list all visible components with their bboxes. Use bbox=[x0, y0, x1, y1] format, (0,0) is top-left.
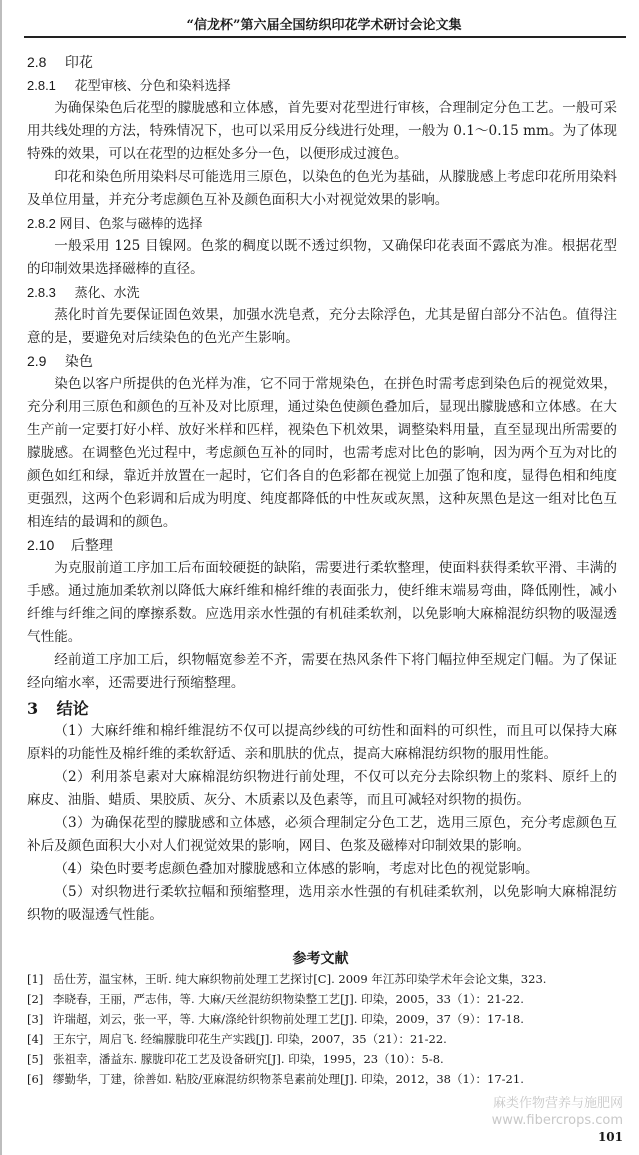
watermark-line: www.fibercrops.com bbox=[491, 1113, 623, 1128]
conclusion-item: （1）大麻纤维和棉纤维混纺不仅可以提高纱线的可纺性和面料的可织性，而且可以保持大麻原料的功能性及棉纤维的柔软舒适、亲和肌肤的优点，提高大麻棉混纺织物的服用性能。 bbox=[27, 723, 617, 762]
reference-text: 缪勤华，丁建，徐善如. 粘胶/亚麻混纺织物茶皂素前处理[J]. 印染，2012，38（1）：17-21. bbox=[53, 1072, 524, 1086]
paragraph: 蒸化时首先要保证固色效果，加强水洗皂煮，充分去除浮色，尤其是留白部分不沾色。值得注意的是，要避免对后续染色的色光产生影响。 bbox=[27, 307, 617, 346]
conclusion-item: （4）染色时要考虑颜色叠加对朦胧感和立体感的影响，考虑对比色的视觉影响。 bbox=[54, 861, 539, 877]
section-title: 花型审核、分色和染料选择 bbox=[74, 78, 231, 93]
section-title: 结论 bbox=[56, 699, 89, 718]
paragraph: 经前道工序加工后，织物幅宽参差不齐，需要在热风条件下将门幅拉伸至规定门幅。为了保证经向缩水率，还需要进行预缩整理。 bbox=[27, 652, 617, 691]
paragraph: 为确保染色后花型的朦胧感和立体感，首先要对花型进行审核，合理制定分色工艺。一般可采用共线处理的方法，特殊情况下，也可以采用反分线进行处理，一般为 0.1～0.15 mm。为了体现特殊的效果，可以在花型的边框处多分一色，以便形成过渡色。 bbox=[27, 100, 617, 162]
paragraph: 为克服前道工序加工后布面较硬挺的缺陷，需要进行柔软整理，使面料获得柔软平滑、丰满的手感。通过施加柔软剂以降低大麻纤维和棉纤维的表面张力，使纤维末端易弯曲，降低刚性，减小纤维与纤维之间的摩擦系数。应选用亲水性强的有机硅柔软剂，以免影响大麻棉混纺织物的吸湿透气性能。 bbox=[27, 560, 617, 645]
page-footer bbox=[2, 1095, 623, 1145]
reference-number: [6] bbox=[27, 1072, 44, 1086]
reference-number: [2] bbox=[27, 992, 44, 1006]
section-number: 3 bbox=[27, 699, 39, 718]
reference-text: 王东宁，周启飞. 经编朦胧印花生产实践[J]. 印染，2007，35（21）：21-22. bbox=[53, 1032, 447, 1046]
reference-text: 许瑞超，刘云，张一平，等. 大麻/涤纶针织物前处理工艺[J]. 印染，2009，37（9）：17-18. bbox=[53, 1012, 524, 1026]
page-number: 101 bbox=[597, 1130, 623, 1144]
section-number: 2.9 bbox=[27, 353, 47, 369]
paragraph: 印花和染色所用染料尽可能选用三原色，以染色的色光为基础，从朦胧感上考虑印花所用染料及单位用量，并充分考虑颜色互补及颜色面积大小对视觉效果的影响。 bbox=[27, 169, 617, 208]
reference-item bbox=[27, 989, 627, 1009]
paragraph: 一般采用 125 目镍网。色浆的稠度以既不透过织物，又确保印花表面不露底为准。根据花型的印制效果选择磁棒的直径。 bbox=[27, 238, 617, 277]
conclusion-item: （2）利用茶皂素对大麻棉混纺织物进行前处理，不仅可以充分去除织物上的浆料、原纤上的麻皮、油脂、蜡质、果胶质、灰分、木质素以及色素等，而且可减轻对织物的损伤。 bbox=[27, 769, 617, 808]
reference-text: 张祖幸，潘益东. 朦胧印花工艺及设备研究[J]. 印染，1995，23（10）：5-8. bbox=[53, 1052, 444, 1066]
section-title: 蒸化、水洗 bbox=[74, 285, 140, 300]
watermark bbox=[2, 1095, 623, 1129]
section-heading-2-10 bbox=[27, 534, 617, 557]
body-content bbox=[27, 51, 617, 927]
watermark-line: 麻类作物营养与施肥网 bbox=[492, 1096, 623, 1111]
section-heading-2-8-2 bbox=[27, 212, 617, 235]
section-title: 后整理 bbox=[70, 537, 113, 553]
section-number: 2.8 bbox=[27, 54, 47, 70]
reference-item bbox=[27, 1009, 627, 1029]
references-heading: 参考文献 bbox=[292, 951, 349, 967]
section-heading-2-9 bbox=[27, 350, 617, 373]
header-rule bbox=[24, 36, 626, 38]
section-heading-2-8-1 bbox=[27, 74, 617, 97]
section-number: 2.8.1 bbox=[27, 78, 56, 93]
section-heading-2-8 bbox=[27, 51, 617, 74]
reference-item bbox=[27, 1069, 627, 1089]
reference-number: [5] bbox=[27, 1052, 44, 1066]
section-heading-3 bbox=[27, 697, 617, 720]
reference-number: [4] bbox=[27, 1032, 44, 1046]
section-number: 2.10 bbox=[27, 537, 55, 553]
section-heading-2-8-3 bbox=[27, 281, 617, 304]
reference-number: [1] bbox=[27, 972, 44, 986]
section-title: 网目、色浆与磁棒的选择 bbox=[59, 216, 203, 231]
running-header: “信龙杯”第六届全国纺织印花学术研讨会论文集 bbox=[186, 18, 462, 33]
section-number: 2.8.2 bbox=[27, 216, 56, 231]
section-number: 2.8.3 bbox=[27, 285, 56, 300]
paragraph: 染色以客户所提供的色光样为准，它不同于常规染色，在拼色时需考虑到染色后的视觉效果，充分利用三原色和颜色的互补及对比原理，通过染色使颜色叠加后，显现出朦胧感和立体感。在大生产前一定要打好小样、放好米样和匹样，视染色下机效果，调整染料用量，直至显现出所需要的朦胧感。在调整色光过程中，考虑颜色互补的同时，也需考虑对比色的影响，因为两个互为对比的颜色如红和绿，靠近并放置在一起时，它们各自的色彩都在视觉上加强了饱和度，显得色相和纯度更强烈，这两个色彩调和后成为明度、纯度都降低的中性灰或灰黑，这种灰黑色是这一组对比色互相连结的最调和的颜色。 bbox=[27, 376, 617, 530]
reference-item bbox=[27, 1029, 627, 1049]
reference-item bbox=[27, 969, 627, 989]
section-title: 染色 bbox=[64, 353, 93, 369]
reference-number: [3] bbox=[27, 1012, 44, 1026]
reference-item bbox=[27, 1049, 627, 1069]
conclusion-item: （5）对织物进行柔软拉幅和预缩整理，选用亲水性强的有机硅柔软剂，以免影响大麻棉混纺织物的吸湿透气性能。 bbox=[27, 884, 617, 923]
conclusion-item: （3）为确保花型的朦胧感和立体感，必须合理制定分色工艺，选用三原色，充分考虑颜色互补后及颜色面积大小对人们视觉效果的影响，网目、色浆及磁棒对印制效果的影响。 bbox=[27, 815, 617, 854]
reference-text: 岳仕芳，温宝林，王昕. 纯大麻织物前处理工艺探讨[C]. 2009 年江苏印染学术年会论文集，323. bbox=[53, 972, 547, 986]
references-list bbox=[27, 969, 627, 1089]
section-title: 印花 bbox=[64, 54, 93, 70]
reference-text: 李晓春，王丽，严志伟，等. 大麻/天丝混纺织物染整工艺[J]. 印染，2005，33（1）：21-22. bbox=[53, 992, 524, 1006]
